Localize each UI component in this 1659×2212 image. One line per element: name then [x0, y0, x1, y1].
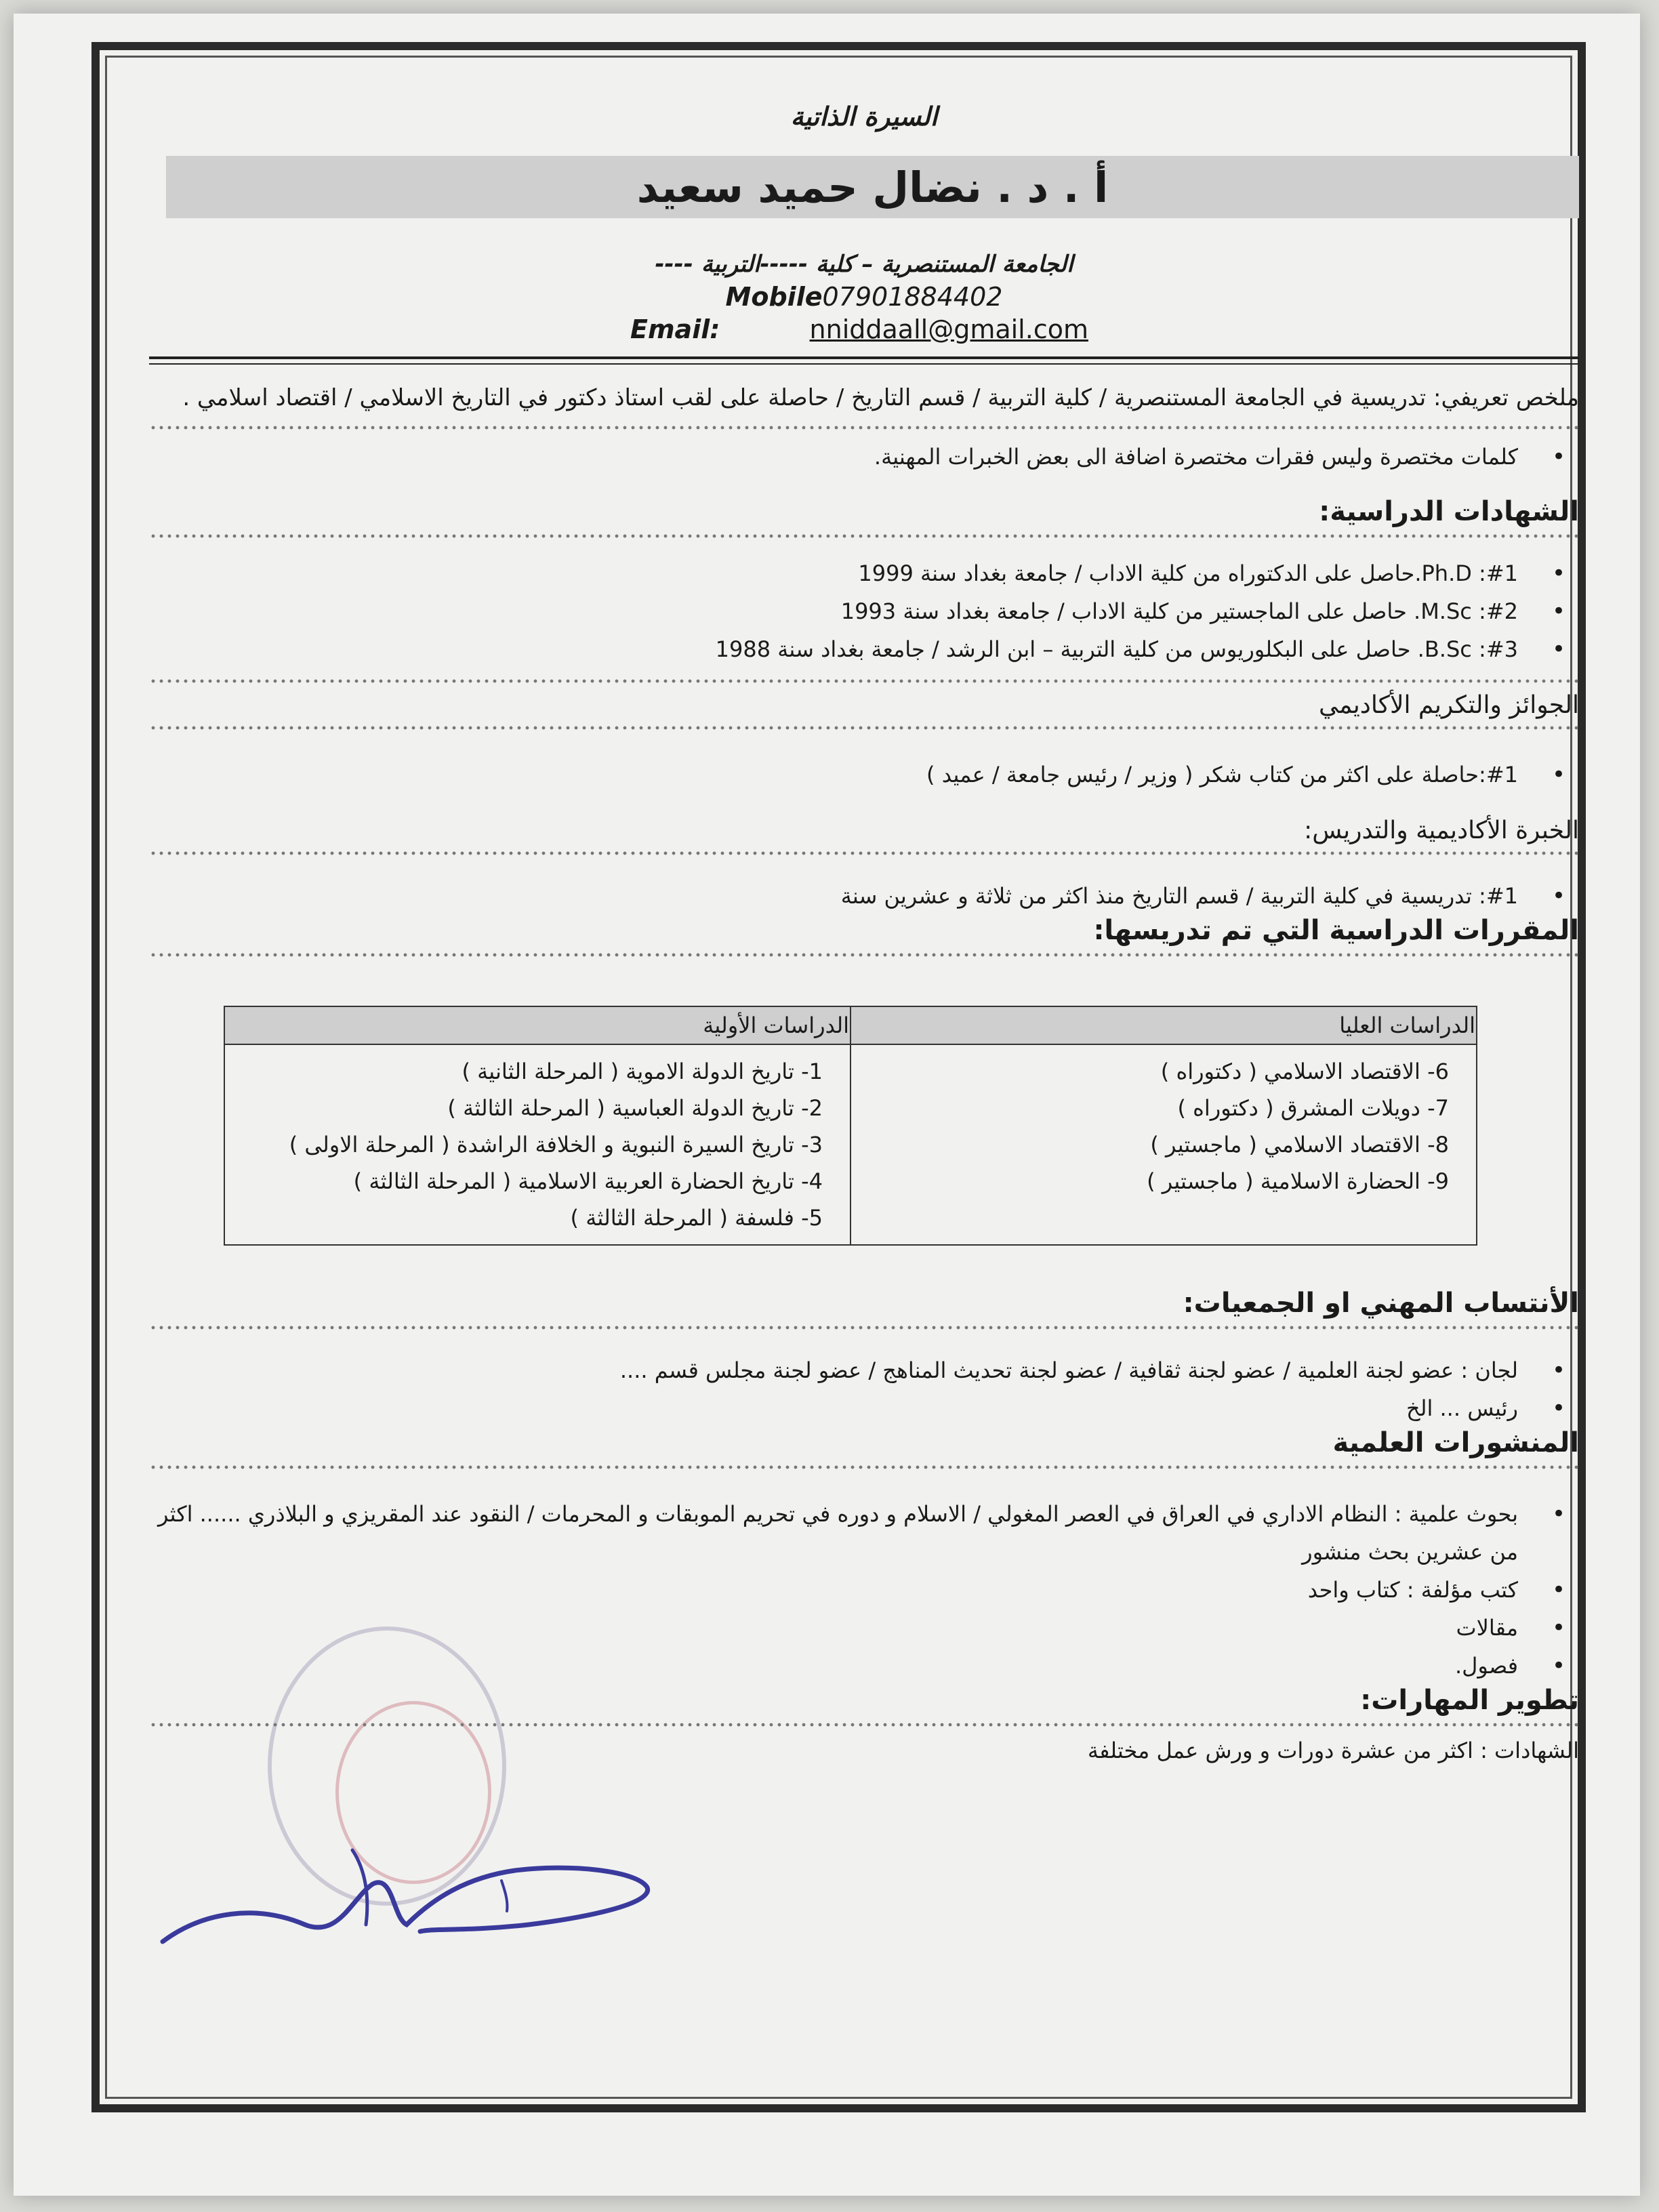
- section-title-experience: الخبرة الأكاديمية والتدريس:: [1304, 817, 1579, 844]
- table-header-graduate: الدراسات العليا: [851, 1006, 1477, 1044]
- list-item: • بحوث علمية : النظام الاداري في العراق في العصر المغولي / الاسلام و دوره في تحريم الموبقات و المحرمات / النقود عند المقريزي و البلاذري ...... اكثر من عشرين بحث منشور: [149, 1495, 1579, 1571]
- course-item: 7- دويلات المشرق ( دكتوراه ): [1177, 1095, 1449, 1121]
- handwritten-signature: [149, 1823, 664, 1959]
- summary-note-list: [149, 438, 1579, 476]
- mobile-label: Mobile: [725, 282, 823, 312]
- dotted-divider: [149, 1721, 1579, 1728]
- mobile-number: 07901884402: [822, 282, 1003, 312]
- list-item: • كلمات مختصرة وليس فقرات مختصرة اضافة الى بعض الخبرات المهنية.: [149, 438, 1579, 476]
- list-item: • فصول.: [149, 1647, 1579, 1685]
- person-name: أ . د . نضال حميد سعيد: [166, 156, 1579, 218]
- awards-list: [149, 756, 1579, 794]
- header-divider: [149, 356, 1579, 365]
- section-title-courses: المقررات الدراسية التي تم تدريسها:: [1093, 915, 1579, 946]
- course-item: 1- تاريخ الدولة الاموية ( المرحلة الثانية ): [462, 1059, 823, 1084]
- course-item: 3- تاريخ السيرة النبوية و الخلافة الراشدة ( المرحلة الاولى ): [289, 1132, 823, 1158]
- cv-title: السيرة الذاتية: [790, 102, 938, 131]
- dotted-divider: [149, 951, 1579, 958]
- cv-content: [149, 81, 1579, 2087]
- course-item: 9- الحضارة الاسلامية ( ماجستير ): [1147, 1168, 1449, 1194]
- list-item: • #3: B.Sc. حاصل على البكلوريوس من كلية التربية – ابن الرشد / جامعة بغداد سنة 1988: [149, 630, 1579, 668]
- membership-list: [149, 1351, 1579, 1427]
- list-item: • #1: تدريسية في كلية التربية / قسم التاريخ منذ اكثر من ثلاثة و عشرين سنة: [149, 877, 1579, 915]
- course-item: 5- فلسفة ( المرحلة الثالثة ): [570, 1205, 823, 1231]
- course-item: 6- الاقتصاد الاسلامي ( دكتوراه ): [1160, 1059, 1449, 1084]
- course-item: 4- تاريخ الحضارة العربية الاسلامية ( المرحلة الثالثة ): [353, 1168, 823, 1194]
- email-label: Email:: [630, 314, 720, 344]
- section-title-skills: تطوير المهارات:: [1360, 1685, 1579, 1716]
- list-item: • رئيس ... الخ: [149, 1389, 1579, 1427]
- dotted-divider: [149, 1464, 1579, 1471]
- section-title-membership: الأنتساب المهني او الجمعيات:: [1183, 1288, 1579, 1319]
- summary-text: ملخص تعريفي: تدريسية في الجامعة المستنصرية / كلية التربية / قسم التاريخ / حاصلة على لقب استاذ دكتور في التاريخ الاسلامي / اقتصاد اسلامي .: [182, 384, 1579, 411]
- graduate-courses-cell: [851, 1044, 1477, 1245]
- skills-text: الشهادات : اكثر من عشرة دورات و ورش عمل مختلفة: [1087, 1738, 1579, 1763]
- undergrad-courses-cell: [224, 1044, 851, 1245]
- list-item: • #1: Ph.D.حاصل على الدكتوراه من كلية الاداب / جامعة بغداد سنة 1999: [149, 554, 1579, 592]
- mobile-line: [149, 282, 1579, 312]
- email-address[interactable]: nniddaall@gmail.com: [809, 314, 1088, 344]
- section-title-publications: المنشورات العلمية: [1332, 1427, 1579, 1458]
- email-line: [149, 314, 1579, 344]
- dotted-divider: [149, 1324, 1579, 1331]
- course-item: 8- الاقتصاد الاسلامي ( ماجستير ): [1150, 1132, 1449, 1158]
- dotted-divider: [149, 533, 1579, 539]
- course-item: 2- تاريخ الدولة العباسية ( المرحلة الثالثة ): [447, 1095, 823, 1121]
- table-header-undergrad: الدراسات الأولية: [224, 1006, 851, 1044]
- publications-list: [149, 1495, 1579, 1685]
- list-item: • #1:حاصلة على اكثر من كتاب شكر ( وزير / رئيس جامعة / عميد ): [149, 756, 1579, 794]
- dotted-divider: [149, 678, 1579, 684]
- list-item: • لجان : عضو لجنة العلمية / عضو لجنة ثقافية / عضو لجنة تحديث المناهج / عضو لجنة مجلس قسم ....: [149, 1351, 1579, 1389]
- dotted-divider: [149, 424, 1579, 431]
- courses-table: [224, 1006, 1477, 1246]
- degrees-list: [149, 554, 1579, 668]
- experience-list: [149, 877, 1579, 915]
- section-title-awards: الجوائز والتكريم الأكاديمي: [1318, 691, 1579, 719]
- dotted-divider: [149, 850, 1579, 857]
- university-line: الجامعة المستنصرية – كلية -----التربية ----: [655, 251, 1073, 278]
- dotted-divider: [149, 724, 1579, 731]
- section-title-degrees: الشهادات الدراسية:: [1319, 496, 1579, 527]
- list-item: • #2: M.Sc. حاصل على الماجستير من كلية الاداب / جامعة بغداد سنة 1993: [149, 592, 1579, 630]
- list-item: • مقالات: [149, 1609, 1579, 1647]
- list-item: • كتب مؤلفة : كتاب واحد: [149, 1571, 1579, 1609]
